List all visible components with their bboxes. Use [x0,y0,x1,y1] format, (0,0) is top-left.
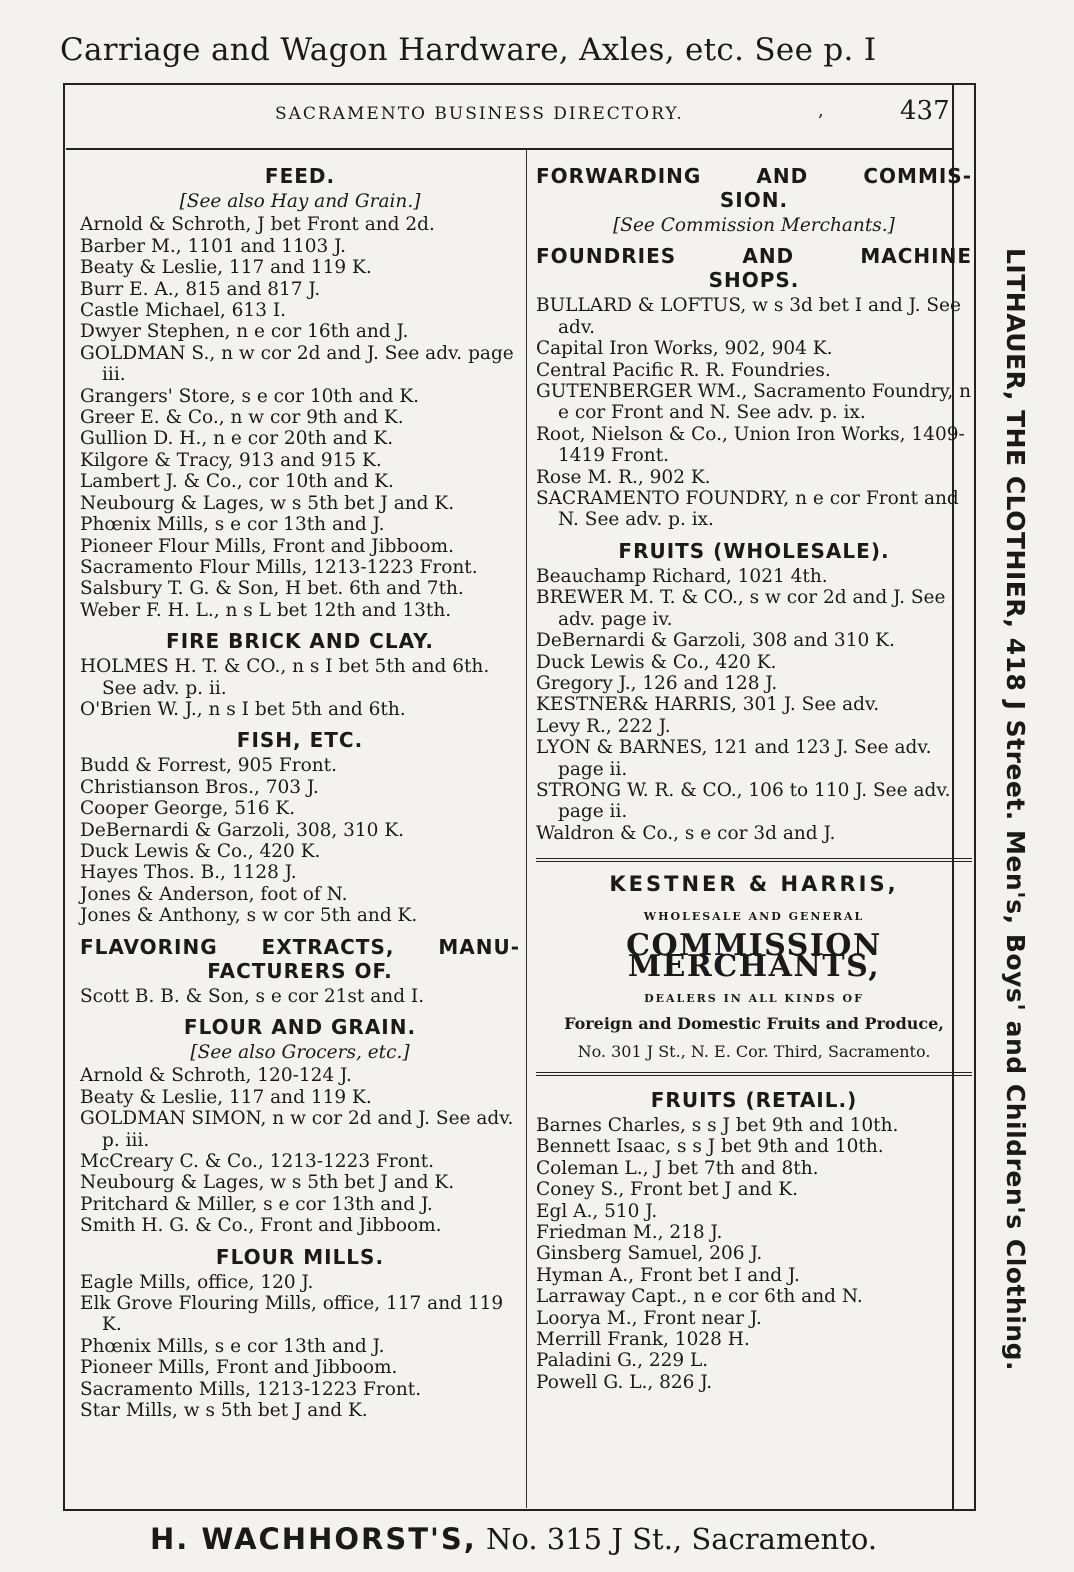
page-number: 437 [900,96,950,126]
ad-headline: COMMISSION MERCHANTS, [626,927,882,985]
directory-entry: Rose M. R., 902 K. [536,466,711,488]
ad-line: WHOLESALE AND GENERAL [643,909,865,923]
directory-entry: Smith H. G. & Co., Front and Jibboom. [80,1215,442,1237]
section-fruits-wholesale [536,539,972,844]
directory-entry: Weber F. H. L., n s L bet 12th and 13th. [80,599,452,621]
directory-entry: Jones & Anthony, s w cor 5th and K. [80,905,418,927]
section-heading-line: FORWARDING AND COMMIS- [536,164,972,188]
entry-list [80,656,520,720]
header-rule [66,148,953,150]
directory-entry: Duck Lewis & Co., 420 K. [536,651,777,673]
directory-entry: Christianson Bros., 703 J. [80,776,319,798]
section-heading [80,935,520,983]
directory-entry: Larraway Capt., n e cor 6th and N. [536,1286,863,1308]
directory-entry: Dwyer Stephen, n e cor 16th and J. [80,321,409,343]
entry-list [536,566,972,844]
directory-entry: Hayes Thos. B., 1128 J. [80,862,297,884]
directory-entry: Merrill Frank, 1028 H. [536,1329,750,1351]
directory-entry: Capital Iron Works, 902, 904 K. [536,338,833,360]
directory-entry: Coleman L., J bet 7th and 8th. [536,1157,819,1179]
directory-entry: Salsbury T. G. & Son, H bet. 6th and 7th. [80,578,464,600]
ad-line: Foreign and Domestic Fruits and Produce, [564,1014,944,1034]
ad-firm-name: KESTNER & HARRIS, [609,872,899,897]
directory-entry: Lambert J. & Co., cor 10th and K. [80,471,394,493]
directory-entry: GUTENBERGER WM., Sacramento Foundry, n e cor Front and N. See adv. p. ix. [536,381,972,424]
directory-entry: Ginsberg Samuel, 206 J. [536,1243,763,1265]
section-heading-continuation: FACTURERS OF. [207,958,393,983]
section-heading: FRUITS (RETAIL.) [650,1088,858,1112]
kestner-harris-advertisement [536,858,972,1076]
directory-entry: Scott B. B. & Son, s e cor 21st and I. [80,985,425,1007]
see-also-note: [See also Hay and Grain.] [179,191,421,212]
directory-entry: Castle Michael, 613 I. [80,300,287,322]
see-also-note: [See Commission Merchants.] [613,215,895,236]
directory-entry: GOLDMAN SIMON, n w cor 2d and J. See adv. p. iii. [80,1108,514,1151]
directory-entry: Jones & Anderson, foot of N. [80,883,348,905]
directory-entry: Elk Grove Flouring Mills, office, 117 and 119 K. [80,1293,504,1336]
entry-list [80,755,520,926]
directory-entry: LYON & BARNES, 121 and 123 J. See adv. page ii. [536,737,932,780]
section-heading-line: FOUNDRIES AND MACHINE [536,244,972,269]
directory-entry: STRONG W. R. & CO., 106 to 110 J. See adv. page ii. [536,779,951,823]
section-heading: FIRE BRICK AND CLAY. [166,629,434,654]
directory-entry: Waldron & Co., s e cor 3d and J. [536,822,836,844]
ad-line: DEALERS IN ALL KINDS OF [644,991,864,1005]
directory-entry: Hyman A., Front bet I and J. [536,1264,800,1286]
directory-entry: Arnold & Schroth, 120-124 J. [80,1065,352,1087]
running-head-mark: , [818,100,826,121]
entry-list [536,295,972,530]
directory-entry: McCreary C. & Co., 1213-1223 Front. [80,1151,435,1173]
section-heading [536,164,972,212]
directory-entry: Neubourg & Lages, w s 5th bet J and K. [80,492,455,514]
directory-entry: KESTNER& HARRIS, 301 J. See adv. [536,694,880,716]
directory-entry: BREWER M. T. & CO., s w cor 2d and J. See adv. page iv. [536,587,946,630]
directory-entry: O'Brien W. J., n s I bet 5th and 6th. [80,698,406,720]
bottom-ad-address: No. 315 J St., Sacramento. [486,1522,878,1556]
directory-entry: Bennett Isaac, s s J bet 9th and 10th. [536,1136,884,1158]
directory-entry: Sacramento Flour Mills, 1213-1223 Front. [80,556,478,578]
section-heading-line: FLAVORING EXTRACTS, MANU- [80,934,520,959]
entry-list [80,214,520,621]
column-divider [526,150,527,1508]
see-also-note: [See also Grocers, etc.] [190,1042,410,1063]
section-heading: FISH, ETC. [236,728,364,753]
section-flour-grain [80,1015,520,1237]
directory-entry: Sacramento Mills, 1213-1223 Front. [80,1378,422,1400]
section-heading-continuation: SION. [719,188,789,212]
directory-entry: BULLARD & LOFTUS, w s 3d bet I and J. See adv. [536,295,961,338]
directory-entry: Loorya M., Front near J. [536,1307,762,1329]
entry-list [80,986,520,1007]
directory-entry: Levy R., 222 J. [536,715,671,737]
section-heading-continuation: SHOPS. [708,268,800,293]
directory-entry: DeBernardi & Garzoli, 308 and 310 K. [536,630,895,652]
directory-entry: SACRAMENTO FOUNDRY, n e cor Front and N. See adv. p. ix. [536,488,959,531]
directory-entry: DeBernardi & Garzoli, 308, 310 K. [80,819,405,841]
bottom-ad-firm: H. WACHHORST'S, [150,1522,477,1556]
section-heading: FEED. [264,164,336,188]
section-fruits-retail [536,1088,972,1393]
directory-entry: Beaty & Leslie, 117 and 119 K. [80,1086,372,1108]
bottom-banner-ad [150,1522,950,1556]
directory-entry: Kilgore & Tracy, 913 and 915 K. [80,449,382,471]
directory-entry: Neubourg & Lages, w s 5th bet J and K. [80,1172,455,1194]
section-fish [80,728,520,926]
directory-entry: Phœnix Mills, s e cor 13th and J. [80,514,385,536]
section-fire-brick [80,629,520,720]
directory-entry: Arnold & Schroth, J bet Front and 2d. [80,214,435,236]
entry-list [80,1065,520,1236]
directory-entry: Barnes Charles, s s J bet 9th and 10th. [536,1115,899,1136]
directory-entry: Pritchard & Miller, s e cor 13th and J. [80,1193,433,1215]
directory-entry: Central Pacific R. R. Foundries. [536,359,831,381]
section-heading: FLOUR AND GRAIN. [183,1015,417,1039]
left-column [80,162,520,1422]
section-forwarding [536,164,972,236]
directory-entry: Barber M., 1101 and 1103 J. [80,235,347,257]
directory-entry: Pioneer Flour Mills, Front and Jibboom. [80,535,454,557]
ad-address: No. 301 J St., N. E. Cor. Third, Sacramento. [577,1041,931,1061]
top-banner-ad: Carriage and Wagon Hardware, Axles, etc. See p. I [60,32,877,68]
directory-entry: Budd & Forrest, 905 Front. [80,755,337,777]
running-head [70,96,960,132]
directory-entry: Root, Nielson & Co., Union Iron Works, 1409-1419 Front. [536,423,965,467]
directory-title: SACRAMENTO BUSINESS DIRECTORY. [275,104,684,124]
directory-entry: Beaty & Leslie, 117 and 119 K. [80,257,372,279]
directory-entry: Eagle Mills, office, 120 J. [80,1271,314,1293]
directory-entry: Burr E. A., 815 and 817 J. [80,278,321,300]
directory-entry: Greer E. & Co., n w cor 9th and K. [80,407,404,429]
directory-entry: Phœnix Mills, s e cor 13th and J. [80,1335,385,1357]
section-heading: FRUITS (WHOLESALE). [618,538,890,563]
directory-entry: HOLMES H. T. & CO., n s I bet 5th and 6th. See adv. p. ii. [80,656,490,699]
directory-entry: Beauchamp Richard, 1021 4th. [536,565,828,587]
section-foundries [536,244,972,530]
entry-list [80,1272,520,1422]
directory-entry: GOLDMAN S., n w cor 2d and J. See adv. page iii. [80,342,514,386]
section-heading [536,244,972,292]
entry-list [536,1115,972,1393]
directory-entry: Gregory J., 126 and 128 J. [536,672,778,694]
directory-entry: Coney S., Front bet J and K. [536,1179,798,1201]
directory-entry: Gullion D. H., n e cor 20th and K. [80,428,394,450]
right-column [536,162,972,1393]
section-flavoring-extracts [80,935,520,1007]
section-feed [80,164,520,621]
directory-entry: Egl A., 510 J. [536,1200,658,1222]
directory-entry: Powell G. L., 826 J. [536,1371,713,1393]
directory-entry: Grangers' Store, s e cor 10th and K. [80,385,420,407]
directory-entry: Cooper George, 516 K. [80,798,296,820]
directory-entry: Friedman M., 218 J. [536,1222,723,1244]
section-flour-mills [80,1245,520,1422]
directory-entry: Duck Lewis & Co., 420 K. [80,840,321,862]
directory-entry: Paladini G., 229 L. [536,1350,709,1372]
directory-entry: Pioneer Mills, Front and Jibboom. [80,1357,398,1379]
directory-entry: Star Mills, w s 5th bet J and K. [80,1400,368,1422]
side-margin-ad: LITHAUER, THE CLOTHIER, 418 J Street. Men's, Boys' and Children's Clothing. [1001,248,1030,1371]
section-heading: FLOUR MILLS. [215,1244,385,1269]
